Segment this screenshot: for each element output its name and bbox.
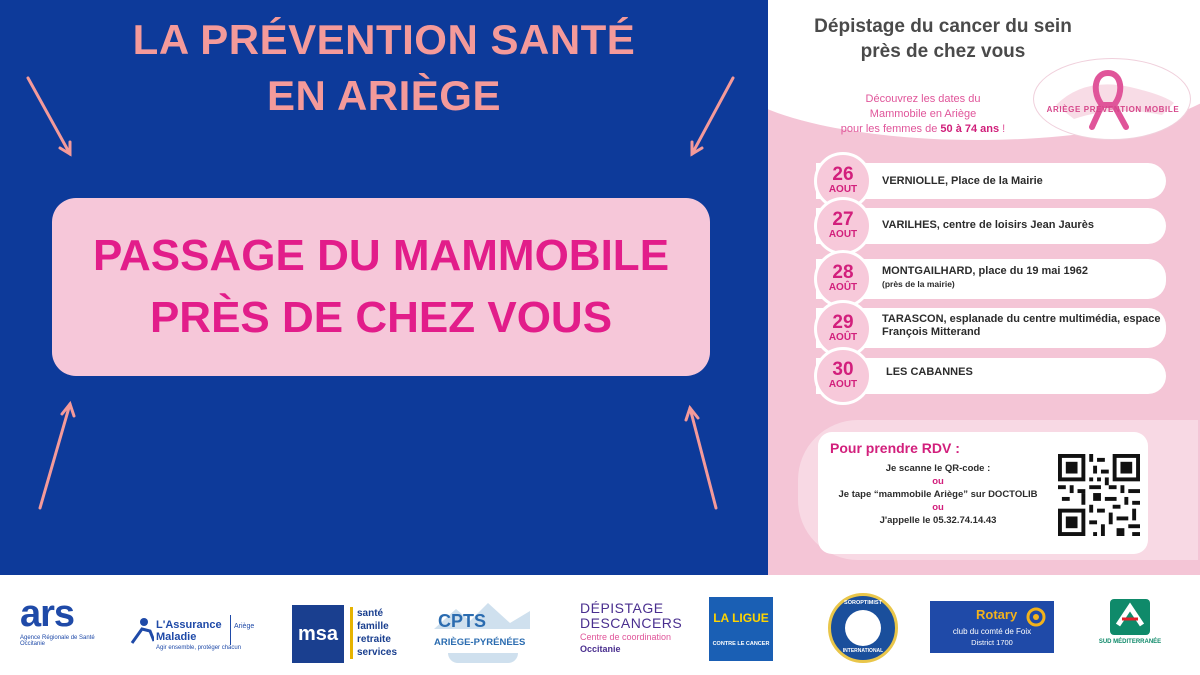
event-day: 26: [832, 164, 854, 185]
ars-logo-region: Occitanie: [20, 641, 46, 647]
assurance-maladie-figure-icon: [128, 617, 154, 645]
event-date: [814, 197, 872, 255]
poster-intro: [808, 92, 1038, 137]
intro-line-3-prefix: pour les femmes de: [840, 123, 941, 135]
pink-ribbon-icon: [1034, 59, 1192, 141]
credit-agricole-mark-icon: [1110, 599, 1150, 635]
rotary-wheel-icon: [1026, 607, 1046, 627]
soroptimist-bottom-text: INTERNATIONAL: [842, 648, 884, 654]
logo-divider: [230, 615, 231, 645]
la-ligue-logo: [709, 597, 773, 661]
event-place: VERNIOLLE, Place de la Mairie: [882, 175, 1043, 187]
assurance-maladie-logo: [128, 617, 268, 657]
depistage-line-3: Centre de coordination: [580, 632, 672, 642]
soroptimist-top-text: SOROPTIMIST: [844, 600, 882, 606]
event-month: AOUT: [828, 379, 858, 390]
arrow-top-right-icon: [692, 78, 733, 154]
cpts-logo: [434, 603, 530, 665]
rotary-title: Rotary: [976, 607, 1018, 622]
event-month: AOUT: [828, 229, 858, 240]
mammobile-poster: [768, 0, 1200, 575]
arrow-bottom-right-icon: [690, 408, 716, 508]
soroptimist-emblem: [845, 610, 881, 646]
event-month: AOUT: [828, 184, 858, 195]
rdv-or-1: ou: [932, 476, 944, 487]
depistage-line-2: DESCANCERS: [580, 615, 683, 631]
cpts-subtitle: ARIÈGE-PYRÉNÉES: [434, 637, 526, 648]
arrow-top-left-icon: [28, 78, 70, 154]
event-month: AOÛT: [828, 282, 858, 293]
event-place-group: [882, 265, 1172, 291]
depistage-line-1: DÉPISTAGE: [580, 600, 664, 616]
event-day: 29: [832, 312, 854, 333]
rdv-or-2: ou: [932, 502, 944, 513]
la-ligue-subtitle: CONTRE LE CANCER: [712, 641, 770, 647]
partner-logos-strip: [0, 575, 1200, 675]
intro-age-range: 50 à 74 ans: [940, 123, 1000, 135]
rotary-logo: [930, 601, 1054, 653]
ars-logo-subtitle: Agence Régionale de Santé: [20, 635, 95, 641]
event-day: 28: [832, 262, 854, 283]
main-title-line-2: EN ARIÈGE: [267, 72, 501, 119]
announcement-line-2: PRÈS DE CHEZ VOUS: [149, 293, 613, 342]
assurance-maladie-region: Ariège: [234, 623, 255, 630]
intro-line-2: Mammobile en Ariège: [869, 108, 977, 120]
qr-code-icon[interactable]: [1058, 454, 1140, 536]
rdv-phone-instruction: J'appelle le 05.32.74.14.43: [879, 515, 997, 526]
la-ligue-title: LA LIGUE: [713, 611, 769, 625]
assurance-maladie-name: L'Assurance Maladie: [156, 619, 222, 643]
intro-line-1: Découvrez les dates du: [865, 93, 981, 105]
mammobile-logo-text: ARIÈGE PRÉVENTION MOBILE: [1046, 105, 1180, 114]
main-title-line-1: LA PRÉVENTION SANTÉ: [132, 16, 636, 63]
ars-logo-mark: ars: [20, 593, 75, 635]
arrow-bottom-left-icon: [40, 404, 70, 508]
credit-agricole-region: SUD MÉDITERRANÉE: [1098, 639, 1162, 645]
announcement-box: [52, 198, 710, 376]
depistage-cancers-logo: [580, 601, 690, 663]
rdv-card: [818, 432, 1148, 554]
msa-logo-mark: msa: [292, 605, 344, 663]
rotary-district: District 1700: [971, 638, 1013, 647]
intro-line-3: [808, 122, 1038, 137]
intro-line-3-suffix: !: [999, 123, 1006, 135]
event-month: AOÛT: [828, 332, 858, 343]
poster-title: [778, 14, 1108, 64]
credit-agricole-logo: [1095, 599, 1165, 653]
event-place: MONTGAILHARD, place du 19 mai 1962: [882, 265, 1088, 277]
announcement-line-1: PASSAGE DU MAMMOBILE: [92, 231, 670, 280]
soroptimist-logo: [828, 593, 898, 663]
event-day: 30: [832, 359, 854, 380]
rotary-club-name: club du comté de Foix: [952, 627, 1032, 636]
ars-logo: [20, 595, 110, 655]
cpts-title: CPTS: [438, 611, 487, 631]
mammobile-logo: [1033, 58, 1191, 140]
msa-logo: [292, 605, 412, 663]
rdv-title: Pour prendre RDV :: [830, 440, 960, 456]
rdv-instructions: [818, 462, 1058, 527]
poster-title-line-2: près de chez vous: [860, 41, 1026, 62]
event-place: LES CABANNES: [886, 366, 973, 378]
msa-logo-text: santé famille retraite services: [350, 607, 410, 659]
cpts-wave: [448, 653, 518, 663]
event-place-note: (près de la mairie): [882, 279, 955, 289]
assurance-maladie-tagline: Agir ensemble, protéger chacun: [156, 645, 242, 651]
rdv-doctolib-instruction: Je tape “mammobile Ariège” sur DOCTOLIB: [838, 489, 1038, 500]
event-place: TARASCON, esplanade du centre multimédia, espace François Mitterand: [882, 313, 1161, 338]
event-place: VARILHES, centre de loisirs Jean Jaurès: [882, 219, 1094, 231]
event-date: [814, 347, 872, 405]
event-day: 27: [832, 209, 854, 230]
depistage-line-4: Occitanie: [580, 644, 621, 654]
poster-title-line-1: Dépistage du cancer du sein: [814, 16, 1072, 37]
rdv-qr-instruction: Je scanne le QR-code :: [885, 463, 991, 474]
